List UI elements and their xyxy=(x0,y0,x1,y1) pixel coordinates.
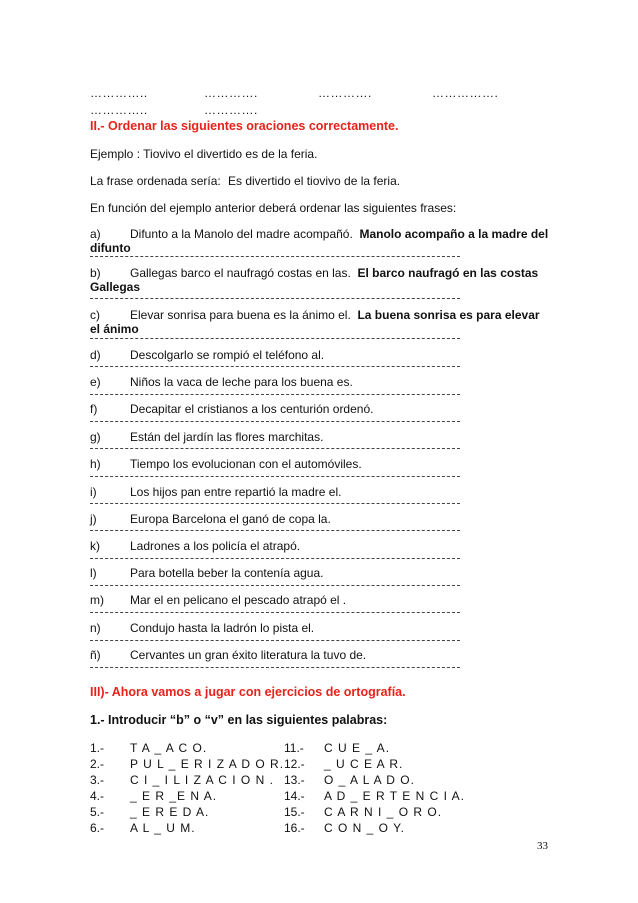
dots: …………. xyxy=(204,103,258,117)
item-scrambled: Difunto a la Manolo del madre acompañó. xyxy=(130,227,353,241)
ortho-word: T A _ A C O. xyxy=(130,741,208,755)
ortho-num: 15.- xyxy=(284,805,305,819)
answer-line xyxy=(90,612,460,613)
answer-line xyxy=(90,585,460,586)
dots: ………….. xyxy=(90,86,148,100)
ortho-word: A D _ E R T E N C I A. xyxy=(324,789,465,803)
answer-line xyxy=(90,558,460,559)
item-text xyxy=(130,266,538,280)
item-letter: g) xyxy=(90,430,101,444)
item-letter: e) xyxy=(90,375,101,389)
item-scrambled: Ladrones a los policía el atrapó. xyxy=(130,539,301,553)
ortho-word: C O N _ O Y. xyxy=(324,821,405,835)
item-scrambled: Niños la vaca de leche para los buena es. xyxy=(130,375,353,389)
ortho-num: 6.- xyxy=(90,821,105,835)
item-letter: k) xyxy=(90,539,100,553)
dots: ………….. xyxy=(90,103,148,117)
example-line: Ejemplo : Tiovivo el divertido es de la feria. xyxy=(90,147,318,161)
item-letter: ñ) xyxy=(90,648,101,662)
item-scrambled: Están del jardín las flores marchitas. xyxy=(130,430,324,444)
answer-line xyxy=(90,394,460,395)
ortho-num: 5.- xyxy=(90,805,105,819)
answer-line xyxy=(90,476,460,477)
item-letter: i) xyxy=(90,485,97,499)
section-3-subtitle: 1.- Introducir “b” o “v” en las siguientes palabras: xyxy=(90,713,388,727)
ordered-value: Es divertido el tiovivo de la feria. xyxy=(228,174,401,188)
item-answer-cont: Gallegas xyxy=(90,280,141,294)
answer-line xyxy=(90,338,460,339)
ortho-word: _ E R E D A. xyxy=(130,805,210,819)
section-3-title: III)- Ahora vamos a jugar con ejercicios de ortografía. xyxy=(90,685,406,699)
item-answer: La buena sonrisa es para elevar xyxy=(357,308,540,322)
ortho-word: C A R N I _ O R O. xyxy=(324,805,443,819)
item-letter: f) xyxy=(90,402,98,416)
ortho-num: 1.- xyxy=(90,741,105,755)
item-answer-cont: el ánimo xyxy=(90,322,139,336)
answer-line xyxy=(90,366,460,367)
item-text xyxy=(130,227,548,241)
answer-line xyxy=(90,640,460,641)
item-answer: Manolo acompaño a la madre del xyxy=(359,227,549,241)
item-letter: h) xyxy=(90,457,101,471)
item-scrambled: Condujo hasta la ladrón lo pista el. xyxy=(130,621,315,635)
item-scrambled: Tiempo los evolucionan con el automóviles. xyxy=(130,457,362,471)
answer-line xyxy=(90,503,460,504)
item-letter: b) xyxy=(90,266,101,280)
item-scrambled: Descolgarlo se rompió el teléfono al. xyxy=(130,348,325,362)
item-letter: n) xyxy=(90,621,101,635)
item-text xyxy=(130,308,540,322)
item-letter: c) xyxy=(90,308,100,322)
item-letter: a) xyxy=(90,227,101,241)
ordered-label: La frase ordenada sería: xyxy=(90,174,221,188)
section-2-title: II.- Ordenar las siguientes oraciones correctamente. xyxy=(90,119,399,133)
answer-line xyxy=(90,256,460,257)
item-letter: j) xyxy=(90,512,97,526)
dots: ……………. xyxy=(432,86,499,100)
item-answer-cont: difunto xyxy=(90,241,131,255)
ortho-word: O _ A L A D O. xyxy=(324,773,415,787)
ortho-word: _ U C E A R. xyxy=(324,757,404,771)
ortho-num: 14.- xyxy=(284,789,305,803)
item-letter: l) xyxy=(90,566,97,580)
answer-line xyxy=(90,298,460,299)
ortho-num: 12.- xyxy=(284,757,305,771)
ortho-word: _ E R _E N A. xyxy=(130,789,218,803)
item-scrambled: Para botella beber la contenía agua. xyxy=(130,566,324,580)
item-scrambled: Mar el en pelicano el pescado atrapó el . xyxy=(130,593,347,607)
answer-line xyxy=(90,530,460,531)
ortho-num: 13.- xyxy=(284,773,305,787)
ortho-num: 2.- xyxy=(90,757,105,771)
item-letter: d) xyxy=(90,348,101,362)
ortho-num: 11.- xyxy=(284,741,304,755)
item-scrambled: Elevar sonrisa para buena es la ánimo el. xyxy=(130,308,351,322)
ortho-word: A L _ U M. xyxy=(130,821,196,835)
ortho-num: 4.- xyxy=(90,789,105,803)
item-scrambled: Europa Barcelona el ganó de copa la. xyxy=(130,512,331,526)
dots: …………. xyxy=(318,86,372,100)
item-scrambled: Gallegas barco el naufragó costas en las. xyxy=(130,266,351,280)
ortho-word: C I _ I L I Z A C I O N . xyxy=(130,773,274,787)
instruction-line: En función del ejemplo anterior deberá ordenar las siguientes frases: xyxy=(90,201,457,215)
ortho-num: 3.- xyxy=(90,773,105,787)
ortho-word: P U L _ E R I Z A D O R. xyxy=(130,757,285,771)
answer-line xyxy=(90,421,460,422)
dots: …………. xyxy=(204,86,258,100)
item-scrambled: Decapitar el cristianos a los centurión ordenó. xyxy=(130,402,374,416)
answer-line xyxy=(90,448,460,449)
item-scrambled: Los hijos pan entre repartió la madre el. xyxy=(130,485,342,499)
answer-line xyxy=(90,667,460,668)
item-scrambled: Cervantes un gran éxito literatura la tuvo de. xyxy=(130,648,367,662)
item-letter: m) xyxy=(90,593,104,607)
ortho-num: 16.- xyxy=(284,821,305,835)
item-answer: El barco naufragó en las costas xyxy=(357,266,539,280)
page-number: 33 xyxy=(537,840,548,852)
ortho-word: C U E _ A. xyxy=(324,741,391,755)
